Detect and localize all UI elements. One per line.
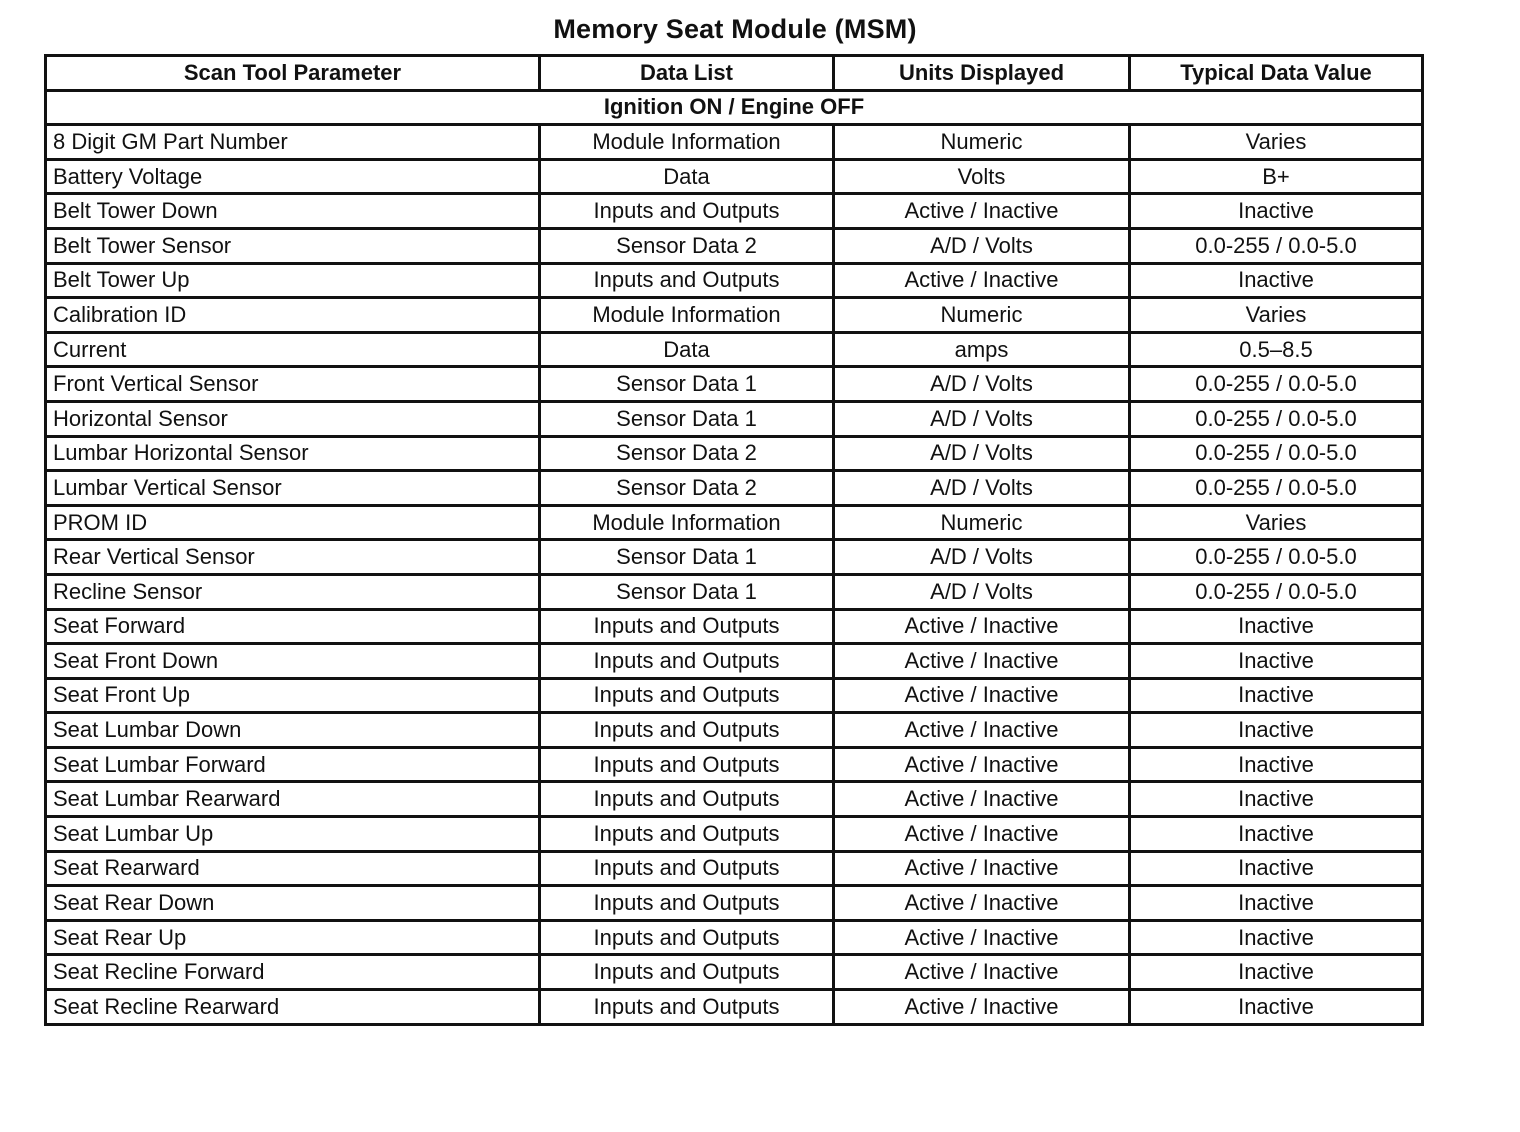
cell-parameter: Seat Lumbar Down — [46, 713, 540, 748]
cell-data-list: Inputs and Outputs — [540, 990, 834, 1025]
section-label: Ignition ON / Engine OFF — [46, 90, 1423, 125]
table-row — [46, 990, 1423, 1025]
cell-data-list: Inputs and Outputs — [540, 851, 834, 886]
cell-typical-value: 0.0-255 / 0.0-5.0 — [1130, 367, 1423, 402]
cell-parameter: Seat Lumbar Forward — [46, 747, 540, 782]
cell-parameter: Seat Recline Rearward — [46, 990, 540, 1025]
cell-data-list: Module Information — [540, 505, 834, 540]
cell-parameter: Battery Voltage — [46, 159, 540, 194]
table-row — [46, 817, 1423, 852]
table-row — [46, 955, 1423, 990]
cell-parameter: Belt Tower Sensor — [46, 228, 540, 263]
cell-typical-value: 0.0-255 / 0.0-5.0 — [1130, 471, 1423, 506]
column-header-data-list: Data List — [540, 56, 834, 91]
cell-parameter: Seat Rear Up — [46, 920, 540, 955]
cell-parameter: Seat Rear Down — [46, 886, 540, 921]
section-row — [46, 90, 1423, 125]
cell-units: Active / Inactive — [834, 817, 1130, 852]
cell-data-list: Inputs and Outputs — [540, 747, 834, 782]
cell-data-list: Module Information — [540, 298, 834, 333]
cell-typical-value: 0.0-255 / 0.0-5.0 — [1130, 574, 1423, 609]
cell-units: Numeric — [834, 298, 1130, 333]
cell-typical-value: 0.0-255 / 0.0-5.0 — [1130, 436, 1423, 471]
cell-typical-value: Inactive — [1130, 782, 1423, 817]
cell-data-list: Sensor Data 1 — [540, 367, 834, 402]
cell-units: Active / Inactive — [834, 713, 1130, 748]
cell-parameter: 8 Digit GM Part Number — [46, 125, 540, 160]
cell-data-list: Sensor Data 2 — [540, 471, 834, 506]
cell-typical-value: Inactive — [1130, 920, 1423, 955]
table-row — [46, 228, 1423, 263]
cell-typical-value: 0.0-255 / 0.0-5.0 — [1130, 540, 1423, 575]
cell-parameter: Calibration ID — [46, 298, 540, 333]
table-row — [46, 678, 1423, 713]
cell-parameter: Seat Lumbar Up — [46, 817, 540, 852]
cell-parameter: Belt Tower Up — [46, 263, 540, 298]
cell-parameter: Seat Lumbar Rearward — [46, 782, 540, 817]
cell-typical-value: Inactive — [1130, 678, 1423, 713]
cell-parameter: Seat Front Up — [46, 678, 540, 713]
cell-data-list: Inputs and Outputs — [540, 609, 834, 644]
table-row — [46, 540, 1423, 575]
cell-data-list: Inputs and Outputs — [540, 782, 834, 817]
cell-data-list: Data — [540, 332, 834, 367]
cell-parameter: Belt Tower Down — [46, 194, 540, 229]
cell-units: Active / Inactive — [834, 920, 1130, 955]
cell-data-list: Sensor Data 2 — [540, 436, 834, 471]
cell-units: Active / Inactive — [834, 609, 1130, 644]
cell-parameter: Front Vertical Sensor — [46, 367, 540, 402]
table-row — [46, 436, 1423, 471]
cell-data-list: Inputs and Outputs — [540, 955, 834, 990]
cell-typical-value: B+ — [1130, 159, 1423, 194]
table-row — [46, 263, 1423, 298]
cell-parameter: Horizontal Sensor — [46, 401, 540, 436]
cell-typical-value: Inactive — [1130, 263, 1423, 298]
cell-units: Active / Inactive — [834, 851, 1130, 886]
cell-units: amps — [834, 332, 1130, 367]
cell-parameter: Seat Rearward — [46, 851, 540, 886]
column-header-scan-tool-parameter: Scan Tool Parameter — [46, 56, 540, 91]
cell-typical-value: 0.0-255 / 0.0-5.0 — [1130, 401, 1423, 436]
table-row — [46, 159, 1423, 194]
cell-data-list: Sensor Data 2 — [540, 228, 834, 263]
cell-units: Active / Inactive — [834, 886, 1130, 921]
cell-parameter: Current — [46, 332, 540, 367]
cell-data-list: Sensor Data 1 — [540, 540, 834, 575]
cell-parameter: Rear Vertical Sensor — [46, 540, 540, 575]
cell-data-list: Inputs and Outputs — [540, 194, 834, 229]
table-row — [46, 505, 1423, 540]
table-row — [46, 401, 1423, 436]
cell-typical-value: Inactive — [1130, 886, 1423, 921]
cell-units: Numeric — [834, 505, 1130, 540]
cell-data-list: Inputs and Outputs — [540, 263, 834, 298]
cell-typical-value: Inactive — [1130, 851, 1423, 886]
cell-units: Active / Inactive — [834, 747, 1130, 782]
cell-units: Active / Inactive — [834, 194, 1130, 229]
cell-parameter: Recline Sensor — [46, 574, 540, 609]
cell-parameter: PROM ID — [46, 505, 540, 540]
column-header-units-displayed: Units Displayed — [834, 56, 1130, 91]
cell-units: Active / Inactive — [834, 263, 1130, 298]
table-row — [46, 644, 1423, 679]
cell-typical-value: Inactive — [1130, 747, 1423, 782]
cell-units: Active / Inactive — [834, 678, 1130, 713]
cell-units: Volts — [834, 159, 1130, 194]
table-row — [46, 851, 1423, 886]
table-row — [46, 194, 1423, 229]
table-row — [46, 125, 1423, 160]
cell-units: A/D / Volts — [834, 436, 1130, 471]
cell-data-list: Sensor Data 1 — [540, 574, 834, 609]
cell-units: A/D / Volts — [834, 367, 1130, 402]
cell-typical-value: Varies — [1130, 298, 1423, 333]
table-header-row — [46, 56, 1423, 91]
cell-typical-value: 0.0-255 / 0.0-5.0 — [1130, 228, 1423, 263]
cell-units: Active / Inactive — [834, 782, 1130, 817]
cell-parameter: Seat Front Down — [46, 644, 540, 679]
table-row — [46, 747, 1423, 782]
cell-units: Numeric — [834, 125, 1130, 160]
table-row — [46, 609, 1423, 644]
page-title: Memory Seat Module (MSM) — [553, 14, 917, 44]
cell-units: Active / Inactive — [834, 644, 1130, 679]
cell-typical-value: Inactive — [1130, 194, 1423, 229]
cell-units: A/D / Volts — [834, 401, 1130, 436]
column-header-typical-data-value: Typical Data Value — [1130, 56, 1423, 91]
cell-typical-value: Inactive — [1130, 817, 1423, 852]
table-row — [46, 886, 1423, 921]
cell-parameter: Lumbar Horizontal Sensor — [46, 436, 540, 471]
cell-data-list: Inputs and Outputs — [540, 886, 834, 921]
table-row — [46, 332, 1423, 367]
cell-data-list: Inputs and Outputs — [540, 817, 834, 852]
cell-parameter: Seat Recline Forward — [46, 955, 540, 990]
cell-typical-value: Inactive — [1130, 990, 1423, 1025]
cell-data-list: Data — [540, 159, 834, 194]
table-row — [46, 298, 1423, 333]
table-row — [46, 471, 1423, 506]
cell-parameter: Lumbar Vertical Sensor — [46, 471, 540, 506]
cell-typical-value: Inactive — [1130, 644, 1423, 679]
cell-typical-value: Varies — [1130, 125, 1423, 160]
cell-data-list: Sensor Data 1 — [540, 401, 834, 436]
parameter-table — [44, 54, 1424, 1026]
table-row — [46, 782, 1423, 817]
cell-units: Active / Inactive — [834, 990, 1130, 1025]
table-row — [46, 920, 1423, 955]
cell-data-list: Inputs and Outputs — [540, 920, 834, 955]
cell-typical-value: Inactive — [1130, 955, 1423, 990]
table-row — [46, 713, 1423, 748]
table-row — [46, 574, 1423, 609]
table-row — [46, 367, 1423, 402]
cell-units: A/D / Volts — [834, 471, 1130, 506]
cell-data-list: Inputs and Outputs — [540, 713, 834, 748]
cell-typical-value: 0.5–8.5 — [1130, 332, 1423, 367]
cell-parameter: Seat Forward — [46, 609, 540, 644]
cell-data-list: Module Information — [540, 125, 834, 160]
cell-typical-value: Inactive — [1130, 713, 1423, 748]
cell-units: A/D / Volts — [834, 574, 1130, 609]
cell-units: A/D / Volts — [834, 540, 1130, 575]
cell-data-list: Inputs and Outputs — [540, 644, 834, 679]
cell-typical-value: Varies — [1130, 505, 1423, 540]
cell-units: Active / Inactive — [834, 955, 1130, 990]
cell-typical-value: Inactive — [1130, 609, 1423, 644]
cell-units: A/D / Volts — [834, 228, 1130, 263]
cell-data-list: Inputs and Outputs — [540, 678, 834, 713]
